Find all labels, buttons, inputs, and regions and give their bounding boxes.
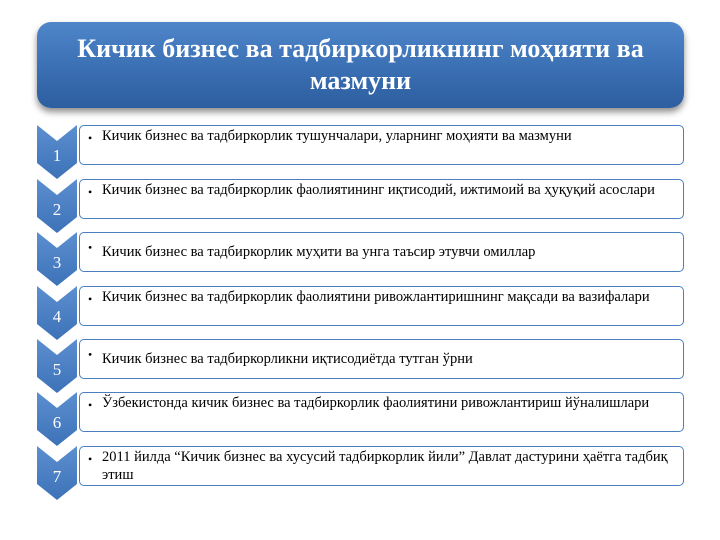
bullet-icon: •	[88, 452, 93, 466]
list-item	[0, 232, 720, 286]
item-card	[79, 339, 684, 379]
item-card	[79, 232, 684, 272]
slide-title: Кичик бизнес ва тадбиркорликнинг моҳияти ва мазмуни	[77, 34, 644, 95]
list-item	[0, 125, 720, 179]
item-card	[79, 179, 684, 219]
item-text: Ўзбекистонда кичик бизнес ва тадбиркорлик фаолиятини ривожлантириш йўналишлари	[102, 395, 650, 411]
item-number: 4	[52, 307, 62, 326]
item-number: 3	[52, 253, 62, 272]
list-item	[0, 286, 720, 340]
list-item	[0, 446, 720, 500]
item-card	[79, 446, 684, 486]
item-text: 2011 йилда “Кичик бизнес ва хусусий тадбиркорлик йили” Давлат дастурини ҳаётга тадбиқ этиш	[102, 449, 668, 483]
list-item	[0, 339, 720, 393]
item-card	[79, 125, 684, 165]
item-text: Кичик бизнес ва тадбиркорлик фаолиятини ривожлантиришнинг мақсади ва вазифалари	[102, 289, 650, 305]
bullet-icon: •	[88, 292, 93, 306]
item-number: 1	[52, 146, 62, 165]
bullet-icon: •	[88, 347, 93, 362]
item-text: Кичик бизнес ва тадбиркорликни иқтисодиётда тутган ўрни	[102, 351, 473, 367]
item-text: Кичик бизнес ва тадбиркорлик фаолиятининг иқтисодий, ижтимоий ва ҳуқуқий асослари	[102, 182, 655, 198]
bullet-icon: •	[88, 185, 93, 199]
item-text: Кичик бизнес ва тадбиркорлик тушунчалари, уларнинг моҳияти ва мазмуни	[102, 128, 572, 144]
item-card	[79, 286, 684, 326]
item-card	[79, 392, 684, 432]
bullet-icon: •	[88, 240, 93, 255]
list-item	[0, 392, 720, 446]
bullet-icon: •	[88, 131, 93, 145]
list-item	[0, 179, 720, 233]
item-number: 5	[52, 360, 62, 379]
bullet-icon: •	[88, 398, 93, 412]
item-number: 2	[52, 200, 62, 219]
item-text: Кичик бизнес ва тадбиркорлик муҳити ва унга таъсир этувчи омиллар	[102, 244, 536, 260]
item-number: 6	[52, 413, 62, 432]
item-number: 7	[52, 467, 62, 486]
